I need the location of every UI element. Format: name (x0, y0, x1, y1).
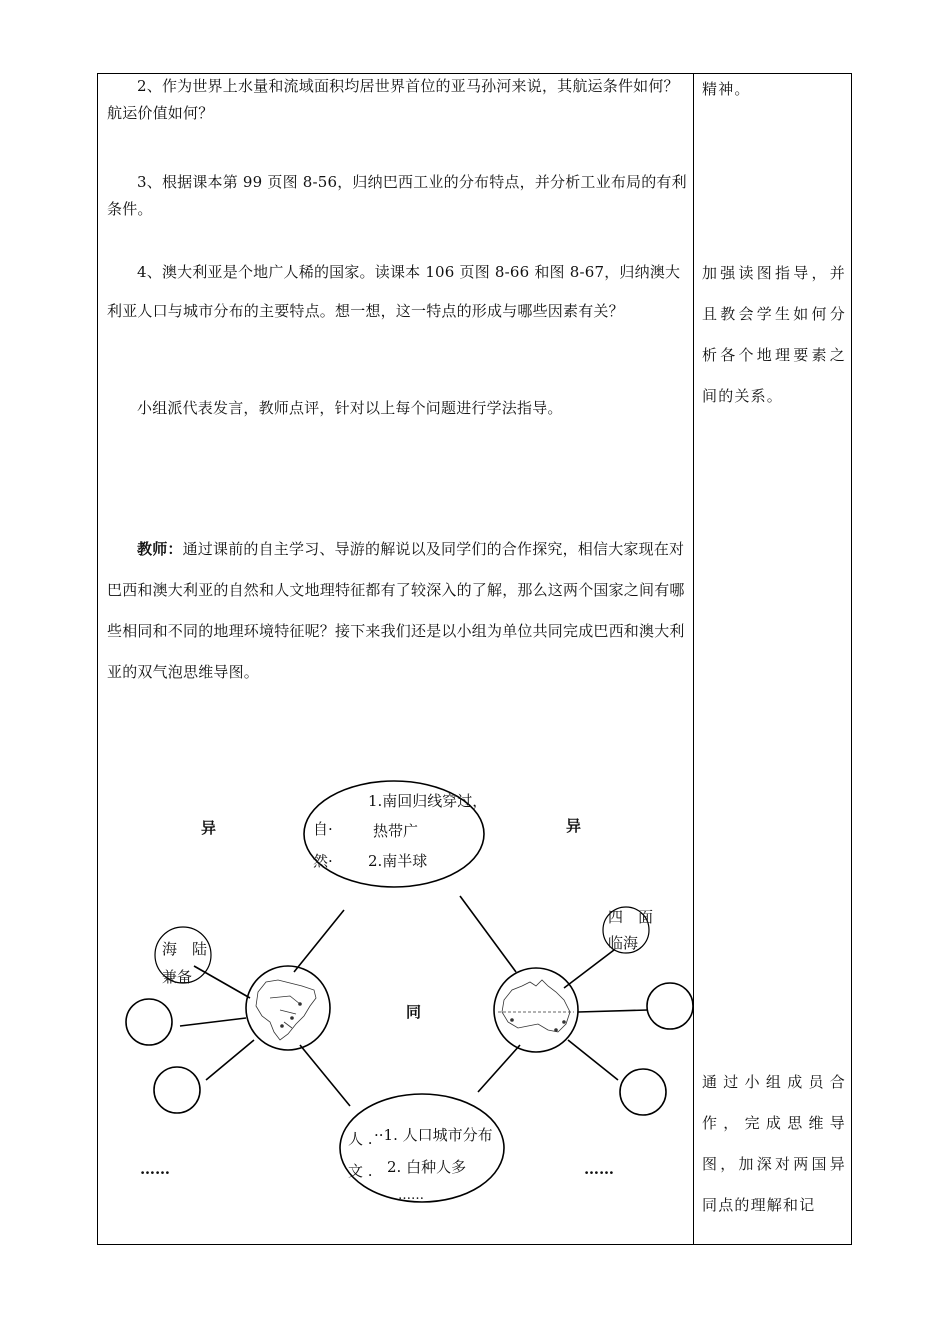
human-item-1: ··1. 人口城市分布 (374, 1126, 493, 1144)
human-side-2: 文 . (348, 1162, 373, 1180)
connector-line (206, 1040, 254, 1080)
same-label: 同 (406, 1003, 422, 1021)
connector-line (564, 950, 614, 988)
brazil-circle (246, 966, 330, 1050)
question-3: 3、根据课本第 99 页图 8-56，归纳巴西工业的分布特点，并分析工业布局的有利条件。 (107, 173, 687, 218)
australia-map-icon (498, 980, 574, 1032)
teacher-text: 通过课前的自主学习、导游的解说以及同学们的合作探究，相信大家现在对巴西和澳大利亚的自然和人文地理特征都有了较深入的了解，那么这两个国家之间有哪些相同和不同的地理环境特征呢？接下来我们还是以小组为单位共同完成巴西和澳大利亚的双气泡思维导图。 (107, 540, 685, 681)
right-bubble-empty-2 (620, 1069, 666, 1115)
side-note-3: 通过小组成员合作，完成思维导图，加深对两国异同点的理解和记 (702, 1073, 846, 1214)
natural-item-2: 2.南半球 (368, 852, 428, 870)
left-more: …… (140, 1160, 170, 1178)
side-note-2: 加强读图指导，并且教会学生如何分析各个地理要素之间的关系。 (702, 264, 846, 405)
side-note-1: 精神。 (702, 80, 751, 98)
natural-side-2: 然· (313, 852, 333, 870)
question-2: 2、作为世界上水量和流域面积均居世界首位的亚马孙河来说，其航运条件如何？航运价值如何？ (107, 77, 679, 122)
diff-label-right: 异 (566, 817, 582, 835)
right-bubble-empty-1 (647, 983, 693, 1029)
group-discussion: 小组派代表发言，教师点评，针对以上每个问题进行学法指导。 (137, 399, 563, 417)
teacher-label: 教师： (137, 540, 183, 558)
human-side-1: 人 . (348, 1130, 373, 1148)
human-more: …… (398, 1188, 424, 1203)
brazil-map-icon (256, 980, 316, 1040)
natural-item-1-cont: 热带广 (373, 822, 419, 840)
connector-line (180, 1018, 246, 1026)
right-more: …… (584, 1160, 614, 1178)
human-item-2: 2. 白种人多 (387, 1158, 467, 1176)
connector-line (568, 1040, 618, 1080)
connector-line (460, 896, 516, 972)
left-bubble-empty-1 (126, 999, 172, 1045)
right-bubble-text-1: 四 面 (608, 908, 654, 926)
connector-line (578, 1010, 648, 1012)
diff-label-left: 异 (201, 819, 217, 837)
question-4: 4、澳大利亚是个地广人稀的国家。读课本 106 页图 8-66 和图 8-67，归纳澳大利亚人口与城市分布的主要特点。想一想，这一特点的形成与哪些因素有关？ (107, 263, 681, 320)
connector-line (194, 966, 250, 998)
connector-line (294, 910, 344, 972)
natural-side-1: 自· (313, 820, 333, 838)
right-bubble-text-2: 临海 (608, 934, 639, 952)
left-bubble-text-1: 海 陆 (162, 940, 208, 958)
australia-circle (494, 968, 578, 1052)
natural-item-1: 1.南回归线穿过， (368, 792, 488, 810)
left-bubble-empty-2 (154, 1067, 200, 1113)
left-bubble-text-2: 兼备 (162, 968, 193, 986)
connector-line (478, 1045, 520, 1092)
connector-line (300, 1045, 350, 1106)
